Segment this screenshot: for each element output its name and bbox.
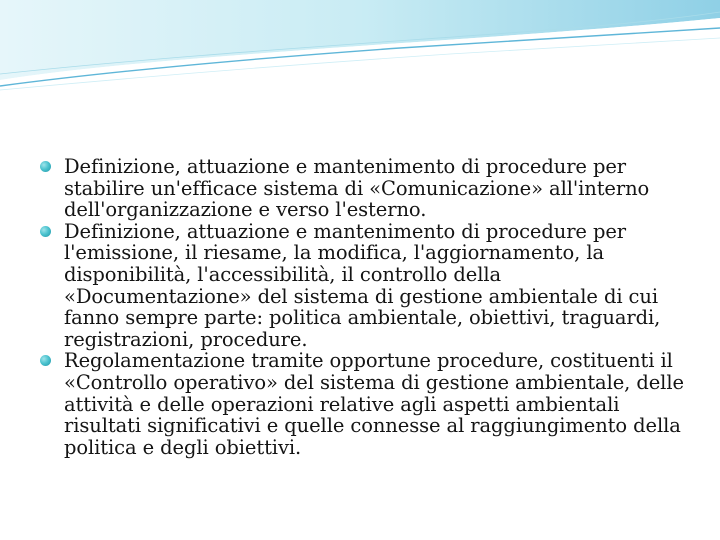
header-wave-decoration	[0, 0, 720, 100]
bullet-item-comunicazione	[38, 156, 690, 221]
bullet-dot-icon	[40, 355, 51, 366]
bullet-list	[38, 156, 690, 458]
bullet-dot-icon	[40, 161, 51, 172]
bullet-item-controllo-operativo	[38, 350, 690, 458]
bullet-text: Definizione, attuazione e mantenimento di procedure per l'emissione, il riesame, la modifica, l'aggiornamento, la disponibilità, l'accessibilità, il controllo della «Documentazione» del sistema di gestione ambientale di cui fanno sempre parte: politica ambientale, obiettivi, traguardi, registrazioni, procedure.	[64, 219, 661, 351]
bullet-text: Regolamentazione tramite opportune procedure, costituenti il «Controllo operativo» del sistema di gestione ambientale, delle attività e delle operazioni relative agli aspetti ambientali risultati significativi e quelle connesse al raggiungimento della politica e degli obiettivi.	[64, 349, 684, 459]
bullet-dot-icon	[40, 226, 51, 237]
bullet-item-documentazione	[38, 221, 690, 351]
bullet-text: Definizione, attuazione e mantenimento di procedure per stabilire un'efficace sistema di «Comunicazione» all'interno dell'organizzazione e verso l'esterno.	[64, 155, 650, 222]
